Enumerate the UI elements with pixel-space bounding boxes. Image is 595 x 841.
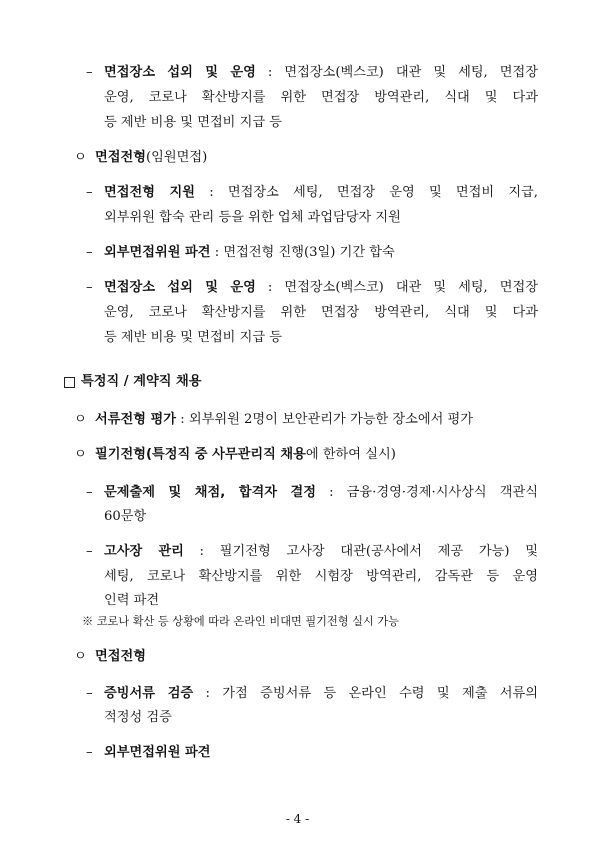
sub-heading-title: 서류전형 평가 <box>95 412 177 427</box>
sub-heading-title: 필기전형(특정직 중 사무관리직 채용 <box>95 447 306 462</box>
sub-heading-title: 면접전형 <box>95 649 146 664</box>
item-title: 면접장소 섭외 및 운영 <box>104 280 256 295</box>
item-title: 문제출제 및 채점, 합격자 결정 <box>104 485 316 500</box>
page-number: - 4 - <box>285 812 310 826</box>
item-text-continued: 적정성 검증 <box>104 710 172 725</box>
checkbox-square-icon <box>64 377 75 388</box>
circle-bullet: ㅇ <box>74 447 87 462</box>
item-title: 외부면접위원 파견 <box>104 745 211 760</box>
sub-heading-text: : 외부위원 2명이 보안관리가 가능한 장소에서 평가 <box>176 412 473 427</box>
item-text-continued: 등 제반 비용 및 면접비 지급 등 <box>104 330 283 345</box>
dash-bullet: – <box>86 65 93 80</box>
item-text-continued: 등 제반 비용 및 면접비 지급 등 <box>104 115 283 130</box>
list-item-line <box>104 64 538 82</box>
item-text-continued: 외부위원 합숙 관리 등을 위한 업체 과업담당자 지원 <box>104 210 401 225</box>
item-title: 면접장소 섭외 및 운영 <box>104 65 256 80</box>
circle-bullet: ㅇ <box>74 412 87 427</box>
item-title: 고사장 관리 <box>104 544 184 559</box>
item-text: : 필기전형 고사장 대관(공사에서 제공 가능) 및 <box>183 544 538 559</box>
sub-heading <box>95 446 396 464</box>
dash-bullet: – <box>86 686 93 701</box>
circle-bullet: ㅇ <box>74 150 87 165</box>
dash-bullet: – <box>86 245 93 260</box>
item-text-continued: 운영, 코로나 확산방지를 위한 면접장 방역관리, 식대 및 다과 <box>104 305 538 320</box>
sub-heading-text: (임원면접) <box>145 150 208 165</box>
item-text-continued: 운영, 코로나 확산방지를 위한 면접장 방역관리, 식대 및 다과 <box>104 90 538 105</box>
item-text: : 금융·경영·경제·시사상식 객관식 <box>315 485 538 500</box>
note-text: ※ 코로나 확산 등 상황에 따라 온라인 비대면 필기전형 실시 가능 <box>82 615 399 628</box>
list-item-line <box>104 184 538 202</box>
item-title: 면접전형 지원 <box>104 185 196 200</box>
item-text: : 가점 증빙서류 등 온라인 수령 및 제출 서류의 <box>193 686 538 701</box>
dash-bullet: – <box>86 185 93 200</box>
item-text: : 면접전형 진행(3일) 기간 합숙 <box>210 245 395 260</box>
list-item-line <box>104 244 395 262</box>
item-title: 증빙서류 검증 <box>104 686 194 701</box>
sub-heading-text: 에 한하여 실시) <box>305 447 396 462</box>
circle-bullet: ㅇ <box>74 649 87 664</box>
item-text-continued: 세팅, 코로나 확산방지를 위한 시험장 방역관리, 감독관 등 운영 <box>104 569 538 584</box>
section-heading: 특정직 / 계약직 채용 <box>81 374 202 389</box>
item-text: : 면접장소(벡스코) 대관 및 세팅, 면접장 <box>255 65 538 80</box>
item-text-continued: 60문항 <box>104 509 147 524</box>
sub-heading <box>95 411 473 429</box>
sub-heading <box>95 149 207 167</box>
dash-bullet: – <box>86 745 93 760</box>
list-item-line <box>104 543 538 561</box>
item-title: 외부면접위원 파견 <box>104 245 211 260</box>
sub-heading-title: 면접전형 <box>95 150 146 165</box>
item-text: : 면접장소 세팅, 면접장 운영 및 면접비 지급, <box>195 185 538 200</box>
list-item-line <box>104 484 538 502</box>
list-item-line <box>104 279 538 297</box>
item-text-continued: 인력 파견 <box>104 593 160 608</box>
list-item-line <box>104 685 538 703</box>
dash-bullet: – <box>86 280 93 295</box>
dash-bullet: – <box>86 485 93 500</box>
dash-bullet: – <box>86 544 93 559</box>
item-text: : 면접장소(벡스코) 대관 및 세팅, 면접장 <box>255 280 538 295</box>
